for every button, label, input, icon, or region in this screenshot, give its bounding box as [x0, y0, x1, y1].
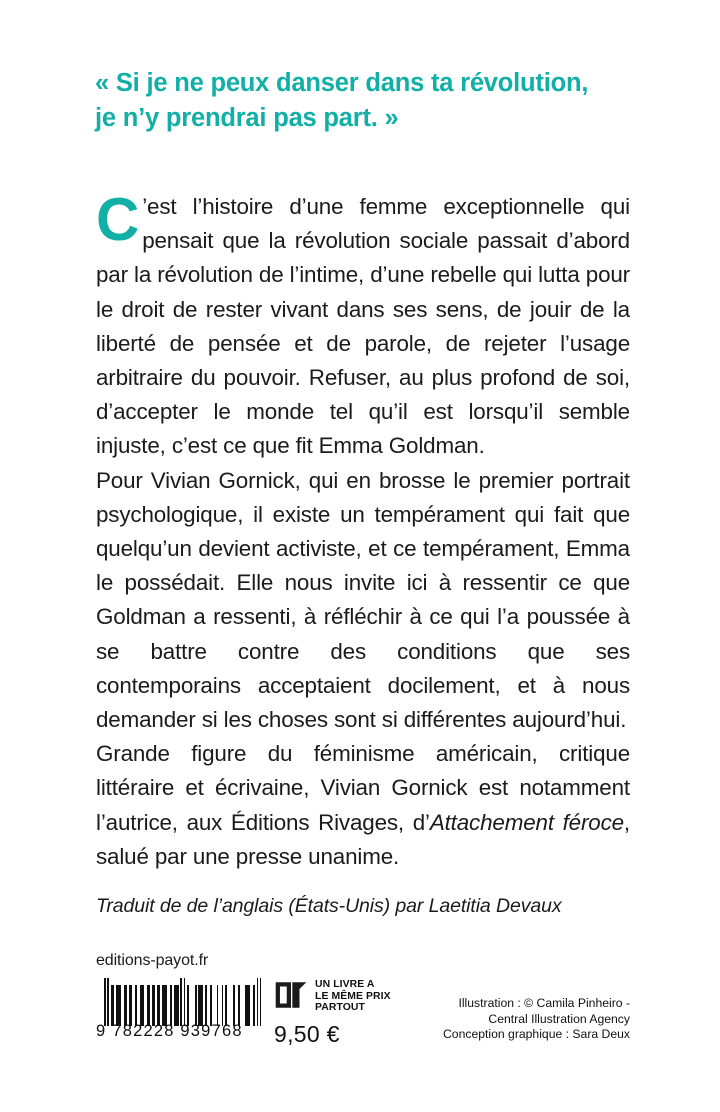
pull-quote-line-1: « Si je ne peux danser dans ta révolution,: [95, 69, 589, 97]
blurb-paragraph-3: [96, 737, 630, 874]
credits-line-3: Conception graphique : Sara Deux: [443, 1027, 630, 1042]
logo-text-line-2: LE MÊME PRIX: [315, 990, 391, 1002]
logo-text-line-1: UN LIVRE A: [315, 979, 375, 990]
book-title-italic: Attachement féroce: [429, 809, 624, 835]
pull-quote: [95, 66, 635, 136]
author-bio-part-2: , salué par une presse unanime.: [96, 809, 630, 869]
price-block: [274, 978, 394, 1048]
barcode-main-digits: 782228 939768: [112, 1022, 243, 1040]
logo-text-line-3: PARTOUT: [315, 1002, 365, 1014]
single-price-logo-text: [315, 978, 391, 1014]
open-book-icon: [274, 978, 308, 1012]
blurb-text: [96, 186, 630, 874]
blurb-paragraph-1: [96, 186, 630, 464]
single-price-logo: [274, 978, 394, 1014]
pull-quote-line-2: je n’y prendrai pas part. »: [95, 104, 399, 132]
price-value: 9,50 €: [274, 1020, 340, 1047]
blurb-paragraph-1-text: ’est l’histoire d’une femme exceptionnelle qui pensait que la révolution sociale passait d’abord par la révolution de l’intime, d’une rebelle qui lutta pour le droit de rester vivant dans ses sens, de jouir de la liberté de pensée et de parole, de rejeter l’usage arbitraire du pouvoir. Refuser, au plus profond de soi, d’accepter le monde tel qu’il est lorsqu’il semble injuste, c’est ce que fit Emma Goldman.: [96, 194, 630, 459]
publisher-website: editions-payot.fr: [96, 952, 209, 969]
isbn-barcode-block: [96, 978, 256, 1040]
credits-line-1: Illustration : © Camila Pinheiro -: [458, 996, 630, 1010]
barcode-graphic: [104, 978, 262, 1026]
illustration-credits: [400, 996, 630, 1043]
credits-line-2: Central Illustration Agency: [488, 1011, 630, 1026]
barcode-digits: [96, 1022, 262, 1041]
footer-row: [96, 978, 630, 1058]
barcode-lead-digit: 9: [96, 1022, 107, 1040]
translator-credit: Traduit de de l’anglais (États-Unis) par Laetitia Devaux: [96, 895, 562, 917]
blurb-paragraph-2: Pour Vivian Gornick, qui en brosse le premier portrait psychologique, il existe un tempérament qui fait que quelqu’un devient activiste, et ce tempérament, Emma le possédait. Elle nous invite ici à ressentir ce que Goldman a ressenti, à réfléchir à ce qui l’a poussée à se battre contre des conditions que ses contemporains acceptaient docilement, et à nous demander si les choses sont si différentes aujourd’hui.: [96, 467, 630, 733]
author-bio-part-1: Grande figure du féminisme américain, critique littéraire et écrivaine, Vivian Gornick est notamment l’autrice, aux Éditions Rivages, d’: [96, 741, 630, 835]
drop-cap: C: [96, 186, 140, 253]
